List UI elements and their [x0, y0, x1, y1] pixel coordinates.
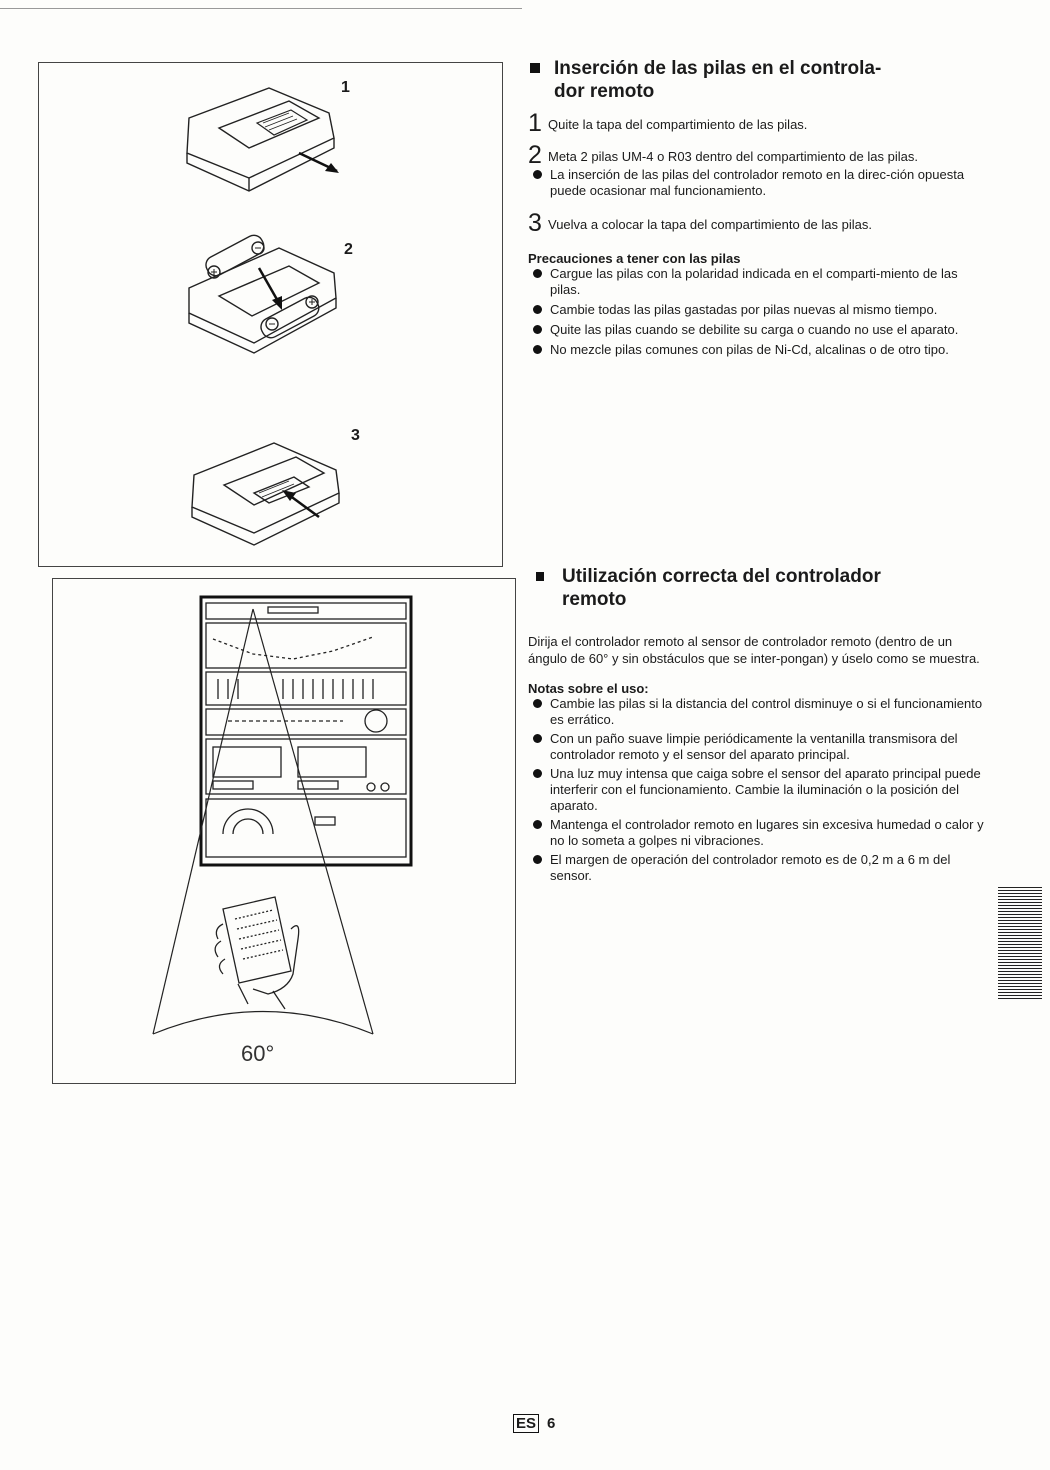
page-footer [513, 1414, 555, 1433]
heading-bullet-icon [536, 572, 544, 581]
step2-note: La inserción de las pilas del controlador remoto en la direc-ción opuesta puede ocasionar mal funcionamiento. [528, 167, 988, 199]
section1-title: Inserción de las pilas en el controla- dor remoto [554, 58, 882, 102]
usage-note: Mantenga el controlador remoto en lugares sin excesiva humedad o calor y no lo someta a golpes ni vibraciones. [528, 817, 988, 849]
usage-intro: Dirija el controlador remoto al sensor de controlador remoto (dentro de un ángulo de 60° y sin obstáculos que se inter-pongan) y úselo como se muestra. [528, 634, 980, 666]
usage-note: Con un paño suave limpie periódicamente la ventanilla transmisora del controlador remoto y el sensor del aparato principal. [528, 731, 988, 763]
stereo-system-illustration [53, 579, 515, 1083]
remote-open-cover-illustration [179, 83, 349, 193]
remote-batteries-illustration [184, 228, 349, 358]
step-text: Quite la tapa del compartimiento de las pilas. [548, 117, 808, 132]
battery-figure-box [38, 62, 503, 567]
step-text: Vuelva a colocar la tapa del compartimiento de las pilas. [548, 217, 872, 232]
step-1 [528, 109, 988, 137]
step-number: 2 [528, 141, 542, 169]
precaution-item: No mezcle pilas comunes con pilas de Ni-Cd, alcalinas o de otro tipo. [528, 342, 988, 358]
section-battery-insertion [528, 57, 988, 358]
figure-label-1: 1 [341, 79, 350, 96]
section1-heading [528, 57, 988, 103]
page-number: 6 [547, 1415, 556, 1432]
usage-note: Una luz muy intensa que caiga sobre el sensor del aparato principal puede interferir con el funcionamiento. Cambie la iluminación o la posición del aparato. [528, 766, 988, 814]
usage-note: Cambie las pilas si la distancia del control disminuye o si el funcionamiento es errático. [528, 696, 988, 728]
step-number: 3 [528, 209, 542, 237]
precautions-title: Precauciones a tener con las pilas [528, 251, 741, 266]
notes-title: Notas sobre el uso: [528, 681, 649, 696]
section-remote-usage [528, 565, 988, 884]
step-number: 1 [528, 109, 542, 137]
step-2 [528, 141, 988, 169]
heading-bullet-icon [530, 63, 540, 73]
usage-figure-box [52, 578, 516, 1084]
step-3 [528, 209, 988, 237]
precaution-item: Cargue las pilas con la polaridad indicada en el comparti-miento de las pilas. [528, 266, 988, 298]
step-text: Meta 2 pilas UM-4 o R03 dentro del compartimiento de las pilas. [548, 149, 918, 164]
section2-title: Utilización correcta del controlador remoto [562, 566, 881, 610]
section-thumb-tab [998, 887, 1042, 999]
precaution-item: Cambie todas las pilas gastadas por pilas nuevas al mismo tiempo. [528, 302, 988, 318]
top-rule [0, 8, 522, 9]
angle-label: 60° [241, 1041, 275, 1066]
language-badge: ES [513, 1414, 539, 1433]
figure-label-3: 3 [351, 427, 360, 444]
figure-label-2: 2 [344, 241, 353, 258]
precaution-item: Quite las pilas cuando se debilite su carga o cuando no use el aparato. [528, 322, 988, 338]
remote-close-cover-illustration [184, 435, 354, 550]
usage-note: El margen de operación del controlador remoto es de 0,2 m a 6 m del sensor. [528, 852, 988, 884]
section2-heading [528, 565, 988, 611]
